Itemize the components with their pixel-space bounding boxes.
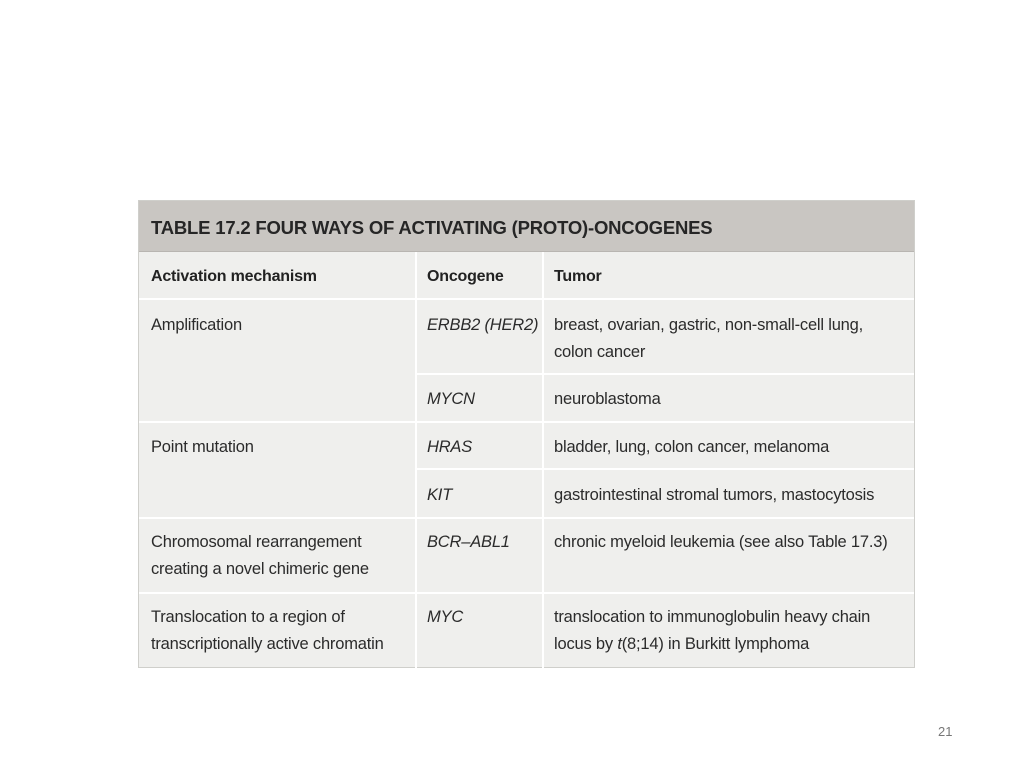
row-divider bbox=[416, 373, 914, 375]
tumor-bcr-abl1: chronic myeloid leukemia (see also Table 17.3) bbox=[554, 533, 888, 551]
row-divider bbox=[416, 468, 914, 470]
mechanism-chromosomal-rearrangement-line2: creating a novel chimeric gene bbox=[151, 560, 369, 578]
tumor-mycn: neuroblastoma bbox=[554, 390, 661, 408]
oncogene-bcr-abl1: BCR–ABL1 bbox=[427, 533, 510, 551]
oncogene-mycn: MYCN bbox=[427, 390, 475, 408]
row-divider bbox=[139, 592, 914, 594]
header-oncogene: Oncogene bbox=[427, 268, 504, 285]
tumor-myc-line2 bbox=[554, 631, 809, 657]
page-number: 21 bbox=[938, 724, 953, 739]
header-activation-mechanism: Activation mechanism bbox=[151, 268, 317, 285]
tumor-myc-line1: translocation to immunoglobulin heavy chain bbox=[554, 608, 871, 626]
oncogene-myc: MYC bbox=[427, 608, 464, 626]
tumor-myc-line2-suffix: (8;14) in Burkitt lymphoma bbox=[621, 635, 810, 653]
column-divider bbox=[542, 252, 544, 668]
tumor-hras: bladder, lung, colon cancer, melanoma bbox=[554, 438, 830, 456]
oncogene-hras: HRAS bbox=[427, 438, 473, 456]
table-title: TABLE 17.2 FOUR WAYS OF ACTIVATING (PROTO)-ONCOGENES bbox=[139, 201, 914, 252]
header-tumor: Tumor bbox=[554, 268, 602, 285]
tumor-erbb2-line2: colon cancer bbox=[554, 343, 646, 361]
oncogene-table bbox=[138, 200, 915, 668]
mechanism-point-mutation: Point mutation bbox=[151, 438, 254, 456]
mechanism-translocation-line2: transcriptionally active chromatin bbox=[151, 635, 384, 653]
tumor-kit: gastrointestinal stromal tumors, mastocytosis bbox=[554, 486, 875, 504]
row-divider bbox=[139, 517, 914, 519]
oncogene-kit: KIT bbox=[427, 486, 453, 504]
header-divider bbox=[139, 298, 914, 300]
tumor-myc-line2-italic: t bbox=[617, 635, 622, 653]
row-divider bbox=[139, 421, 914, 423]
mechanism-translocation-line1: Translocation to a region of bbox=[151, 608, 345, 626]
tumor-myc-line2-prefix: locus by bbox=[554, 635, 618, 653]
oncogene-erbb2: ERBB2 (HER2) bbox=[427, 316, 539, 334]
mechanism-amplification: Amplification bbox=[151, 316, 242, 334]
mechanism-chromosomal-rearrangement-line1: Chromosomal rearrangement bbox=[151, 533, 362, 551]
column-divider bbox=[415, 252, 417, 668]
tumor-erbb2-line1: breast, ovarian, gastric, non-small-cell lung, bbox=[554, 316, 864, 334]
